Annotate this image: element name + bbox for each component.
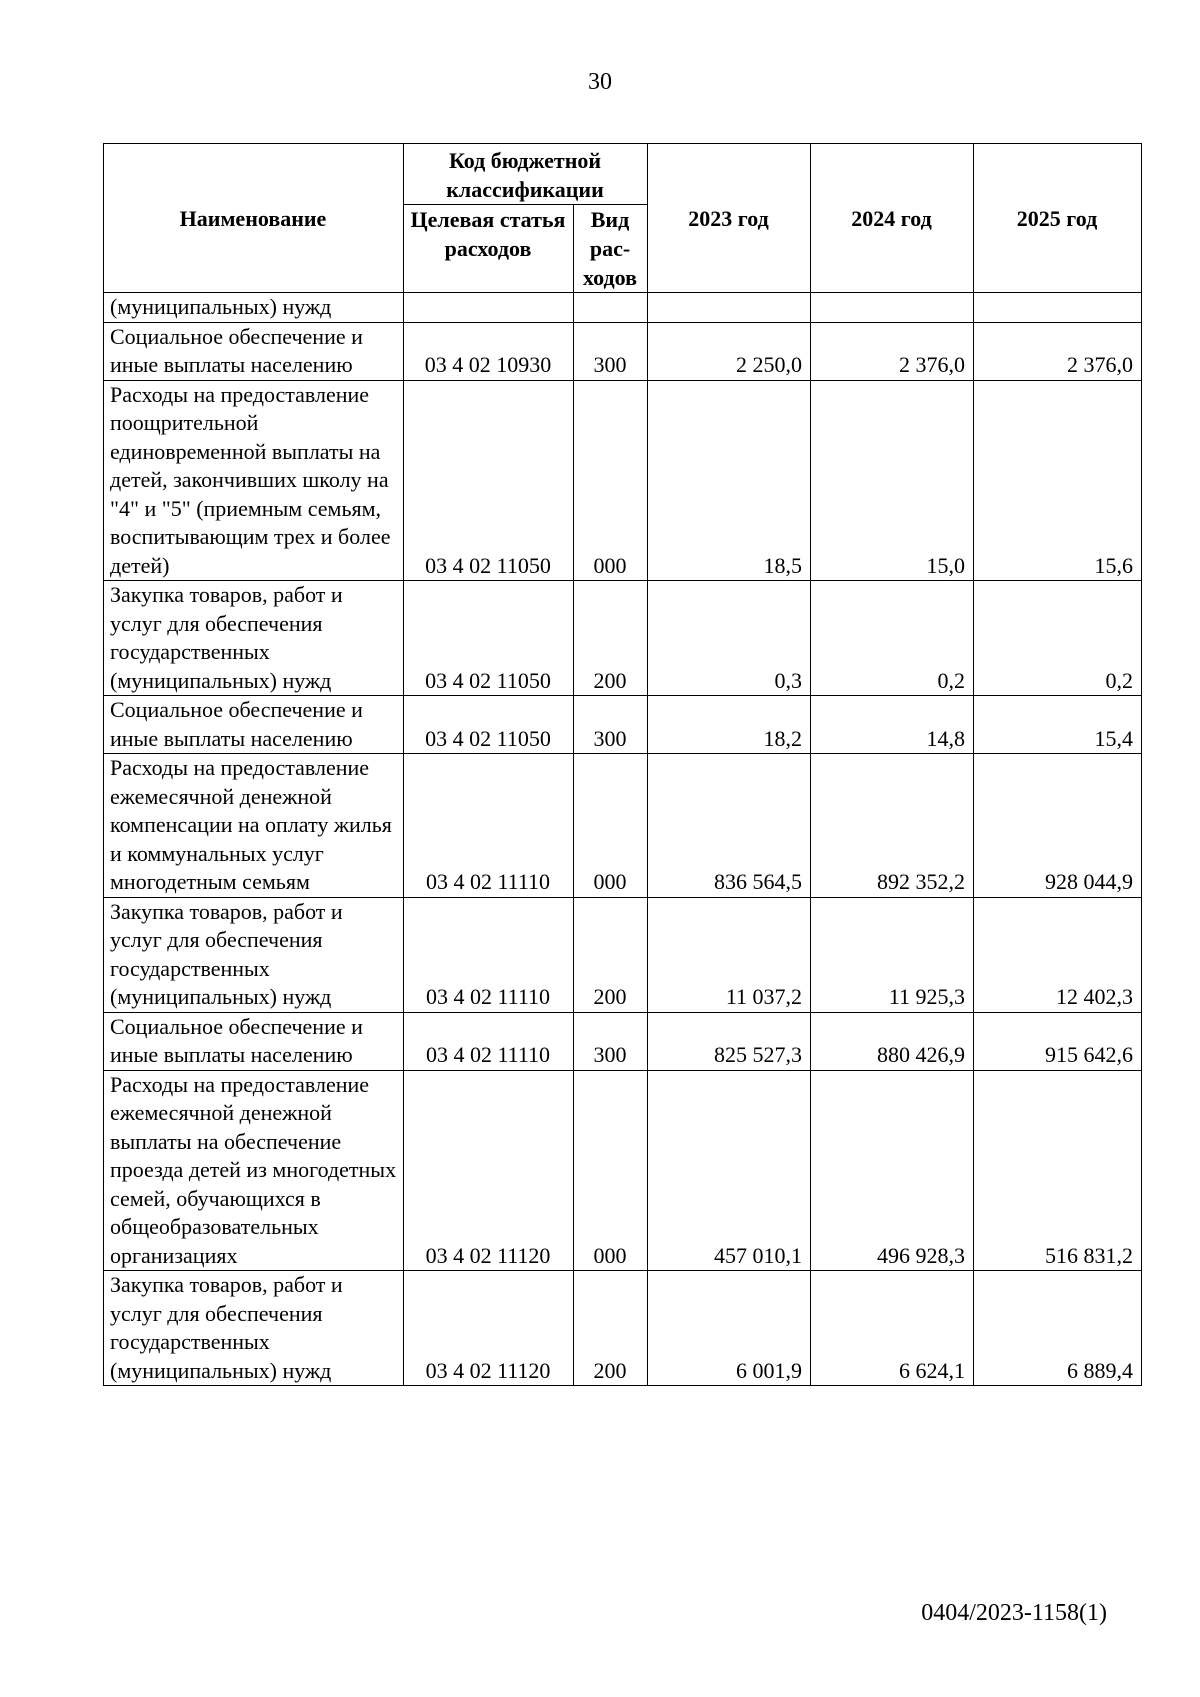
cell-expense-type: 200 [574, 581, 648, 696]
cell-target-code: 03 4 02 11110 [404, 897, 574, 1012]
cell-target-code [404, 293, 574, 323]
cell-year-2024: 0,2 [811, 581, 974, 696]
cell-year-2023: 0,3 [648, 581, 811, 696]
page-number: 30 [588, 69, 612, 95]
cell-year-2024 [811, 293, 974, 323]
table-row [104, 1012, 1142, 1070]
cell-year-2025: 928 044,9 [974, 754, 1142, 898]
table-body [104, 293, 1142, 1386]
cell-year-2023: 2 250,0 [648, 322, 811, 380]
cell-year-2024: 6 624,1 [811, 1271, 974, 1386]
table-row [104, 696, 1142, 754]
cell-year-2025: 6 889,4 [974, 1271, 1142, 1386]
cell-year-2024: 496 928,3 [811, 1070, 974, 1271]
budget-table [103, 143, 1142, 1386]
header-year-2024: 2024 год [811, 144, 974, 293]
header-name: Наименование [104, 144, 404, 293]
table-row [104, 1271, 1142, 1386]
cell-year-2025: 0,2 [974, 581, 1142, 696]
cell-name: Социальное обеспечение и иные выплаты населению [104, 322, 404, 380]
cell-expense-type: 000 [574, 754, 648, 898]
table-row [104, 754, 1142, 898]
header-target-article: Целевая статья расходов [404, 205, 574, 293]
table-row [104, 581, 1142, 696]
cell-expense-type: 300 [574, 696, 648, 754]
cell-year-2023: 825 527,3 [648, 1012, 811, 1070]
cell-target-code: 03 4 02 11050 [404, 380, 574, 581]
cell-expense-type: 000 [574, 380, 648, 581]
table-row [104, 322, 1142, 380]
cell-year-2024: 880 426,9 [811, 1012, 974, 1070]
cell-target-code: 03 4 02 10930 [404, 322, 574, 380]
cell-expense-type: 200 [574, 897, 648, 1012]
cell-expense-type [574, 293, 648, 323]
cell-year-2025: 12 402,3 [974, 897, 1142, 1012]
cell-year-2025: 2 376,0 [974, 322, 1142, 380]
cell-year-2023: 6 001,9 [648, 1271, 811, 1386]
cell-year-2023: 18,5 [648, 380, 811, 581]
cell-year-2024: 2 376,0 [811, 322, 974, 380]
cell-year-2025: 915 642,6 [974, 1012, 1142, 1070]
table-row [104, 293, 1142, 323]
cell-target-code: 03 4 02 11110 [404, 754, 574, 898]
cell-year-2023 [648, 293, 811, 323]
cell-year-2024: 11 925,3 [811, 897, 974, 1012]
document-id: 0404/2023-1158(1) [921, 1600, 1107, 1626]
header-expense-type: Вид рас-ходов [574, 205, 648, 293]
cell-year-2025: 15,6 [974, 380, 1142, 581]
cell-year-2025: 15,4 [974, 696, 1142, 754]
cell-name: Закупка товаров, работ и услуг для обеспечения государственных (муниципальных) нужд [104, 1271, 404, 1386]
cell-expense-type: 000 [574, 1070, 648, 1271]
cell-target-code: 03 4 02 11110 [404, 1012, 574, 1070]
table-row [104, 897, 1142, 1012]
header-code-group: Код бюджетной классификации [404, 144, 648, 205]
cell-name: Закупка товаров, работ и услуг для обеспечения государственных (муниципальных) нужд [104, 897, 404, 1012]
cell-year-2024: 15,0 [811, 380, 974, 581]
cell-name: Расходы на предоставление ежемесячной денежной компенсации на оплату жилья и коммунальных услуг многодетным семьям [104, 754, 404, 898]
cell-target-code: 03 4 02 11050 [404, 581, 574, 696]
cell-name: Социальное обеспечение и иные выплаты населению [104, 1012, 404, 1070]
table-header [104, 144, 1142, 293]
cell-name: Социальное обеспечение и иные выплаты населению [104, 696, 404, 754]
table-row [104, 380, 1142, 581]
cell-target-code: 03 4 02 11120 [404, 1271, 574, 1386]
cell-expense-type: 300 [574, 1012, 648, 1070]
table-row [104, 1070, 1142, 1271]
cell-year-2023: 457 010,1 [648, 1070, 811, 1271]
cell-target-code: 03 4 02 11120 [404, 1070, 574, 1271]
cell-name: Расходы на предоставление поощрительной единовременной выплаты на детей, закончивших школу на "4" и "5" (приемным семьям, воспитывающим трех и более детей) [104, 380, 404, 581]
cell-expense-type: 300 [574, 322, 648, 380]
cell-year-2023: 836 564,5 [648, 754, 811, 898]
cell-year-2023: 11 037,2 [648, 897, 811, 1012]
header-year-2023: 2023 год [648, 144, 811, 293]
cell-year-2023: 18,2 [648, 696, 811, 754]
cell-year-2024: 14,8 [811, 696, 974, 754]
cell-expense-type: 200 [574, 1271, 648, 1386]
cell-target-code: 03 4 02 11050 [404, 696, 574, 754]
cell-name: Расходы на предоставление ежемесячной денежной выплаты на обеспечение проезда детей из многодетных семей, обучающихся в общеобразовательных организациях [104, 1070, 404, 1271]
cell-year-2024: 892 352,2 [811, 754, 974, 898]
header-year-2025: 2025 год [974, 144, 1142, 293]
cell-name: Закупка товаров, работ и услуг для обеспечения государственных (муниципальных) нужд [104, 581, 404, 696]
cell-year-2025: 516 831,2 [974, 1070, 1142, 1271]
cell-year-2025 [974, 293, 1142, 323]
cell-name: (муниципальных) нужд [104, 293, 404, 323]
